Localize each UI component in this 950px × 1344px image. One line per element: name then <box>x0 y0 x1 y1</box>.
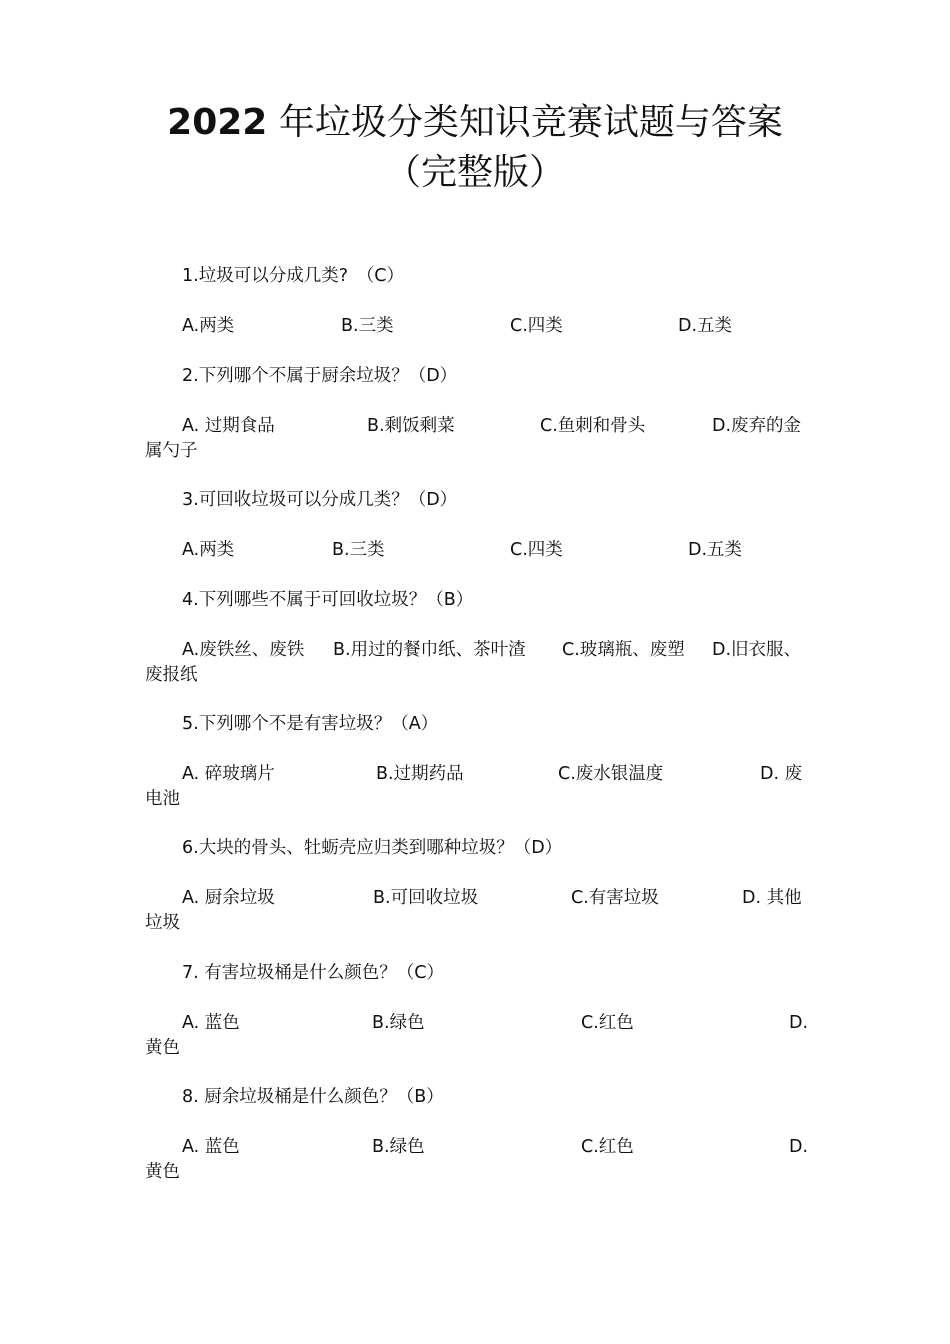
question-8: 8. 厨余垃圾桶是什么颜色？（B） <box>182 1087 444 1107</box>
q2-option-d: D.废弃的金 <box>712 416 802 436</box>
q2-option-a: A. 过期食品 <box>182 416 275 436</box>
q1-option-c: C.四类 <box>510 316 563 336</box>
q5-option-a: A. 碎玻璃片 <box>182 764 275 784</box>
q5-option-d: D. 废 <box>760 764 803 784</box>
q1-option-a: A.两类 <box>182 316 235 336</box>
q6-option-b: B.可回收垃圾 <box>373 888 479 908</box>
q7-option-a: A. 蓝色 <box>182 1013 240 1033</box>
q8-option-a: A. 蓝色 <box>182 1137 240 1157</box>
q3-option-b: B.三类 <box>332 540 385 560</box>
q2-option-b: B.剩饭剩菜 <box>367 416 455 436</box>
q5-option-b: B.过期药品 <box>376 764 464 784</box>
question-1: 1.垃圾可以分成几类? （C） <box>182 266 404 286</box>
question-6: 6.大块的骨头、牡蛎壳应归类到哪种垃圾？（D） <box>182 838 563 858</box>
title-year: 2022 <box>167 102 268 143</box>
question-3: 3.可回收垃圾可以分成几类？（D） <box>182 490 458 510</box>
q4-option-b: B.用过的餐巾纸、茶叶渣 <box>333 640 526 660</box>
q4-option-d: D.旧衣服、 <box>712 640 802 660</box>
question-5: 5.下列哪个不是有害垃圾？（A） <box>182 714 439 734</box>
question-2: 2.下列哪个不属于厨余垃圾？（D） <box>182 366 458 386</box>
q8-wrap: 黄色 <box>145 1162 180 1182</box>
q5-wrap: 电池 <box>145 789 180 809</box>
q3-option-d: D.五类 <box>688 540 743 560</box>
question-4: 4.下列哪些不属于可回收垃圾？（B） <box>182 590 474 610</box>
q7-option-d: D. <box>789 1013 809 1033</box>
q8-option-c: C.红色 <box>581 1137 634 1157</box>
q2-option-c: C.鱼刺和骨头 <box>540 416 646 436</box>
q6-option-d: D. 其他 <box>742 888 802 908</box>
q6-wrap: 垃圾 <box>145 913 180 933</box>
q8-option-b: B.绿色 <box>372 1137 425 1157</box>
q2-wrap: 属勺子 <box>145 441 198 461</box>
q3-option-c: C.四类 <box>510 540 563 560</box>
q1-option-d: D.五类 <box>678 316 733 336</box>
page-title-line-2: （完整版） <box>384 152 565 193</box>
title-text: 年垃圾分类知识竞赛试题与答案 <box>278 102 783 143</box>
q4-option-c: C.玻璃瓶、废塑 <box>562 640 685 660</box>
q4-wrap: 废报纸 <box>145 665 198 685</box>
q7-wrap: 黄色 <box>145 1038 180 1058</box>
page-title-line-1 <box>0 100 950 146</box>
q1-option-b: B.三类 <box>341 316 394 336</box>
q3-option-a: A.两类 <box>182 540 235 560</box>
q4-option-a: A.废铁丝、废铁 <box>182 640 305 660</box>
q6-option-c: C.有害垃圾 <box>571 888 659 908</box>
q8-option-d: D. <box>789 1137 809 1157</box>
q5-option-c: C.废水银温度 <box>558 764 664 784</box>
question-7: 7. 有害垃圾桶是什么颜色？（C） <box>182 963 444 983</box>
q7-option-b: B.绿色 <box>372 1013 425 1033</box>
q7-option-c: C.红色 <box>581 1013 634 1033</box>
q6-option-a: A. 厨余垃圾 <box>182 888 275 908</box>
